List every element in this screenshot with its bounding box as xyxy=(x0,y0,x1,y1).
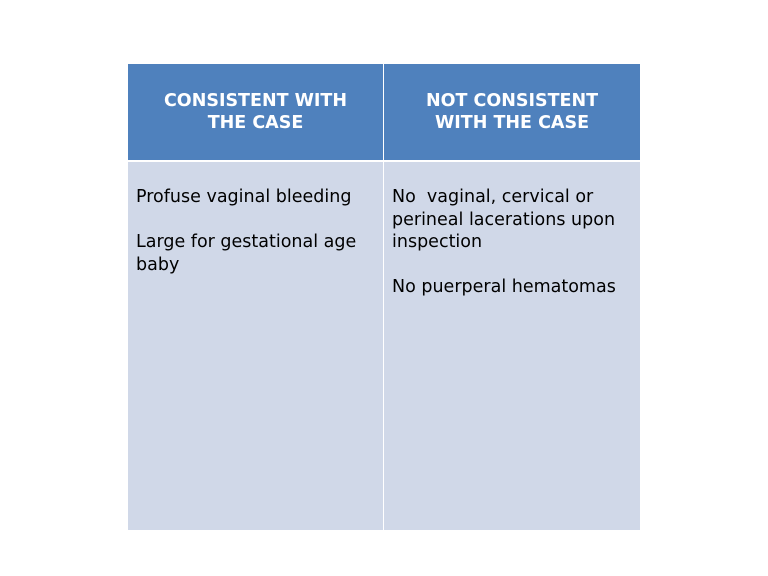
list-item: No puerperal hematomas xyxy=(392,277,616,297)
list-item: No vaginal, cervical or perineal lacerations upon inspection xyxy=(392,187,621,252)
comparison-table xyxy=(128,64,640,530)
list-item: Large for gestational age baby xyxy=(136,232,362,275)
list-item: Profuse vaginal bleeding xyxy=(136,187,352,207)
cell-consistent xyxy=(128,162,383,530)
header-consistent-label: CONSISTENT WITH THE CASE xyxy=(163,91,348,133)
header-consistent xyxy=(128,64,383,160)
header-not-consistent-label: NOT CONSISTENT WITH THE CASE xyxy=(425,91,599,133)
cell-not-consistent xyxy=(384,162,640,530)
header-not-consistent xyxy=(384,64,640,160)
